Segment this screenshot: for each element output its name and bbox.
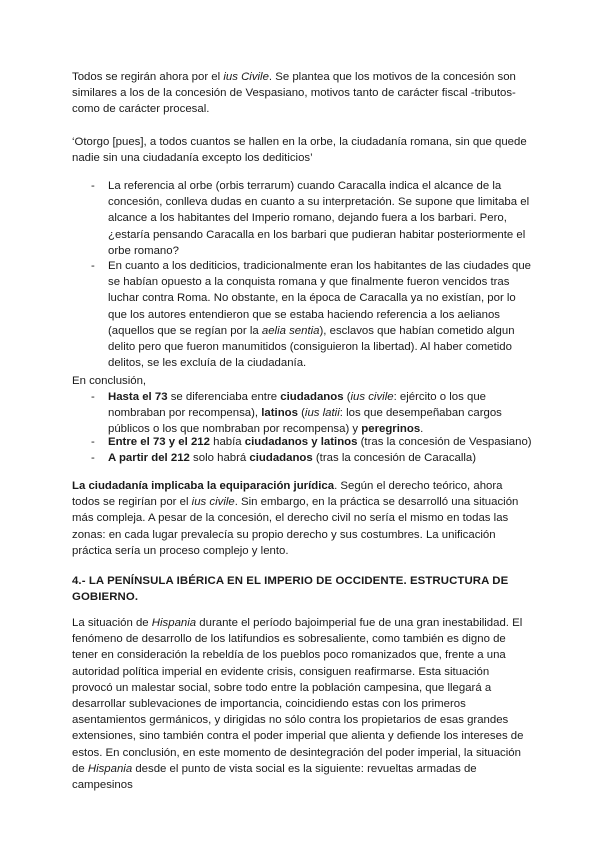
text-run: solo habrá	[189, 452, 250, 464]
bold-term: peregrinos	[361, 423, 421, 436]
text-run: : los que desempeñaban cargos públicos o los que nombraban por recompensa) y	[108, 407, 502, 436]
section-heading: 4.- LA PENÍNSULA IBÉRICA EN EL IMPERIO DE OCCIDENTE. ESTRUCTURA DE GOBIERNO.	[72, 575, 509, 604]
paragraph-quote: ‘Otorgo [pues], a todos cuantos se hallen en la orbe, la ciudadanía romana, sin que quede nadie sin una ciudadanía excepto los dediticios’	[72, 136, 527, 165]
text-run: había	[209, 436, 245, 448]
bold-term: Entre el 73 y el 212	[108, 436, 210, 448]
bold-term: latinos	[261, 407, 298, 420]
bullet-dash: -	[91, 180, 95, 192]
text-run: (	[297, 407, 305, 420]
bold-term: ciudadanos	[249, 452, 313, 464]
italic-term: ius latii	[304, 407, 340, 420]
bullet-dash: -	[91, 260, 95, 272]
bold-term: La ciudadanía implicaba la equiparación jurídica	[72, 480, 335, 492]
bullet-dash: -	[91, 391, 95, 403]
bullet-a-partir-212	[108, 450, 536, 466]
text-run: En cuanto a los dediticios, tradicionalmente eran los habitantes de las ciudades que se habían opuesto a la conquista romana y que finalmente fueron vencidos tras luchar contra Roma. No obstante, en la época de Caracalla ya no existían, por lo que los autores entendieron que se estaba haciendo referencia a los aelianos (aquellos que se regían por la	[108, 260, 531, 337]
text-run: se diferenciaba entre	[167, 391, 281, 403]
text-run: La situación de	[72, 617, 152, 629]
text-run: (tras la concesión de Vespasiano)	[357, 436, 532, 448]
text-run: . Sin embargo, en la práctica se desarrolló una situación más compleja. A pesar de la concesión, el derecho civil no sería el mismo en todas las zonas: en cada lugar prevalecía su propio derecho y sus costumbres. La unificación práctica sería un proceso complejo y lento.	[72, 496, 519, 557]
bullet-entre-73-212	[108, 434, 536, 450]
paragraph-ius-civile	[72, 69, 532, 118]
bullet-dediticios	[108, 258, 536, 371]
text-run: ), esclavos que habían cometido algun delito pero que fueron manumitidos (consiguieron la libertad). Al haber cometido delitos, se les excluía de la ciudadanía.	[108, 324, 515, 370]
text-run: (tras la concesión de Caracalla)	[312, 452, 477, 464]
conclusion-intro: En conclusión,	[72, 375, 147, 387]
italic-term: aelia sentia	[261, 324, 320, 337]
italic-term: Hispania	[151, 617, 197, 629]
text-run: Todos se regirán ahora por el	[72, 71, 224, 83]
text-run: desde el punto de vista social es la siguiente: revueltas armadas de campesinos	[72, 762, 477, 792]
bullet-orbe: La referencia al orbe (orbis terrarum) cuando Caracalla indica el alcance de la concesión, conlleva dudas en cuanto a su interpretación. Se supone que limitaba el alcance a los habitantes del Imperio romano, dejando fuera a los barbari. Pero, ¿estaría pensando Caracalla en los barbari que pudieran habitar posteriormente el orbe romano?	[108, 180, 530, 257]
text-run: (	[343, 391, 351, 403]
bold-term: Hasta el 73	[108, 391, 168, 403]
bullet-dash: -	[91, 436, 95, 448]
text-run: . Según el derecho teórico, ahora todos se regirían por el	[72, 480, 503, 509]
italic-term: ius Civile	[223, 71, 269, 83]
paragraph-hispania	[72, 615, 532, 793]
text-run: . Se plantea que los motivos de la concesión son similares a los de la concesión de Vespasiano, motivos tanto de carácter fiscal -tributos- como de carácter procesal.	[72, 71, 516, 116]
bold-term: A partir del 212	[108, 452, 190, 464]
paragraph-equiparacion	[72, 478, 532, 559]
italic-term: Hispania	[87, 762, 133, 775]
bold-term: ciudadanos	[280, 391, 344, 403]
text-run: : ejército o los que nombraban por recompensa),	[108, 391, 487, 420]
bullet-dash: -	[91, 452, 95, 464]
bullet-hasta-73	[108, 389, 536, 438]
bold-term: ciudadanos y latinos	[244, 436, 358, 448]
italic-term: ius civile	[191, 496, 235, 509]
italic-term: ius civile	[350, 391, 394, 403]
text-run: durante el período bajoimperial fue de una gran inestabilidad. El fenómeno de desarrollo de los latifundios es sobresaliente, como también es digno de tener en consideración la rebeldía de los pueblos poco romanizados que, frente a una autoridad política imperial en evidente crisis, consiguen reafirmarse. Esta situación provocó un malestar social, sobre todo entre la población campesina, que llegará a desarrollar sublevaciones de importancia, coincidiendo estas con los primeros asentamientos germánicos, y dirigidas no sólo contra los propietarios de esas grandes extensiones, sino también contra el poder imperial que alienta y defiende los intereses de estos. En conclusión, en este momento de desintegración del poder imperial, la situación de	[72, 617, 524, 775]
text-run: .	[420, 423, 424, 436]
